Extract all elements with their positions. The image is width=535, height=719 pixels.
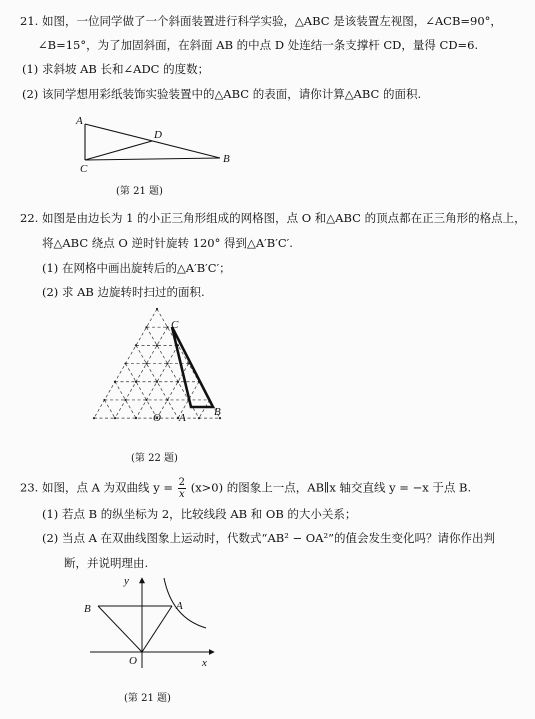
q23-line1-b: (x>0) 的图象上一点，AB∥x 轴交直线 y = −x 于点 B. — [190, 480, 472, 495]
q23-line1 — [20, 477, 471, 500]
q22-line2: 将△ABC 绕点 O 逆时针旋转 120° 得到△A′B′C′. — [42, 236, 293, 250]
q21-sub2: (2) 该同学想用彩纸装饰实验装置中的△ABC 的表面，请你计算△ABC 的面积. — [22, 87, 422, 101]
q23-label-o: O — [129, 655, 137, 667]
q22-caption: (第 22 题) — [131, 453, 178, 464]
q23-line-y-neg-x — [98, 606, 142, 652]
q22-grid-node — [93, 417, 95, 419]
q22-grid-node — [156, 381, 158, 383]
q23-label-b: B — [84, 603, 91, 615]
q21-side-cb — [85, 158, 220, 160]
q23-sub1: (1) 若点 B 的纵坐标为 2，比较线段 AB 和 OB 的大小关系； — [42, 507, 357, 521]
q22-grid-node — [114, 417, 116, 419]
q23-fraction-numerator: 2 — [178, 477, 186, 488]
q22-triangular-grid-figure — [80, 305, 250, 445]
q22-grid-node — [124, 362, 126, 364]
q23-label-x: x — [202, 657, 207, 669]
q21-caption: (第 21 题) — [116, 186, 163, 197]
q23-label-a: A — [176, 600, 183, 612]
q22-grid — [93, 308, 221, 419]
q23-caption: (第 21 题) — [124, 693, 171, 704]
q23-segment-oa — [142, 606, 172, 652]
q21-label-c: C — [80, 163, 88, 175]
q22-grid-line — [105, 400, 116, 418]
q22-grid-node — [177, 381, 179, 383]
q23-sub2: (2) 当点 A 在双曲线图象上运动时，代数式“AB² − OA²”的值会发生变化吗？请你作出判 — [42, 531, 495, 545]
q21-side-ab — [85, 124, 220, 158]
q21-figure — [70, 112, 240, 174]
q22-grid-node — [145, 399, 147, 401]
q22-grid-node — [114, 381, 116, 383]
q23-sub2-cont: 断，并说明理由. — [64, 556, 149, 570]
q22-grid-node — [135, 344, 137, 346]
q22-label-b: B — [214, 406, 221, 418]
q23-label-y: y — [124, 575, 129, 587]
q22-grid-node — [135, 417, 137, 419]
q21-line2: ∠B=15°，为了加固斜面，在斜面 AB 的中点 D 处连结一条支撑杆 CD，量得 CD=6. — [38, 38, 479, 52]
q22-label-o: O — [153, 412, 161, 424]
q22-line1: 22. 如图是由边长为 1 的小正三角形组成的网格图，点 O 和△ABC 的顶点都在正三角形的格点上， — [20, 211, 526, 225]
q22-triangle-abc — [172, 327, 213, 407]
q22-sub1: (1) 在网格中画出旋转后的△A′B′C′； — [42, 261, 231, 275]
q22-grid-node — [124, 399, 126, 401]
q22-grid-node — [145, 326, 147, 328]
q23-hyperbola — [164, 578, 206, 628]
q21-sub1: (1) 求斜坡 AB 长和∠ADC 的度数； — [22, 62, 210, 76]
q21-label-a: A — [76, 115, 83, 127]
q22-grid-node — [156, 308, 158, 310]
q22-sub2: (2) 求 AB 边旋转时扫过的面积. — [42, 285, 205, 299]
q23-hyperbola-figure — [80, 572, 230, 672]
q23-fraction-denominator: x — [179, 489, 185, 500]
q22-grid-node — [166, 362, 168, 364]
q21-label-d: D — [154, 129, 162, 141]
q22-grid-node — [103, 399, 105, 401]
q22-grid-node — [198, 417, 200, 419]
q22-grid-node — [166, 326, 168, 328]
q22-grid-node — [166, 399, 168, 401]
q21-line1: 21. 如图，一位同学做了一个斜面装置进行科学实验，△ABC 是该装置左视图，∠ACB=90°， — [20, 14, 502, 28]
q22-grid-node — [135, 381, 137, 383]
q21-strut-cd — [85, 141, 152, 160]
q22-grid-line — [126, 364, 158, 419]
q23-fraction — [178, 477, 186, 500]
q22-label-a: A — [179, 412, 186, 424]
q22-grid-node — [145, 362, 147, 364]
q23-line1-a: 23. 如图，点 A 为双曲线 y = — [20, 480, 174, 495]
q22-grid-line — [199, 400, 210, 418]
q21-label-b: B — [223, 153, 230, 165]
q22-grid-node — [156, 344, 158, 346]
q22-grid-line — [115, 327, 168, 418]
q22-label-c: C — [171, 319, 179, 331]
